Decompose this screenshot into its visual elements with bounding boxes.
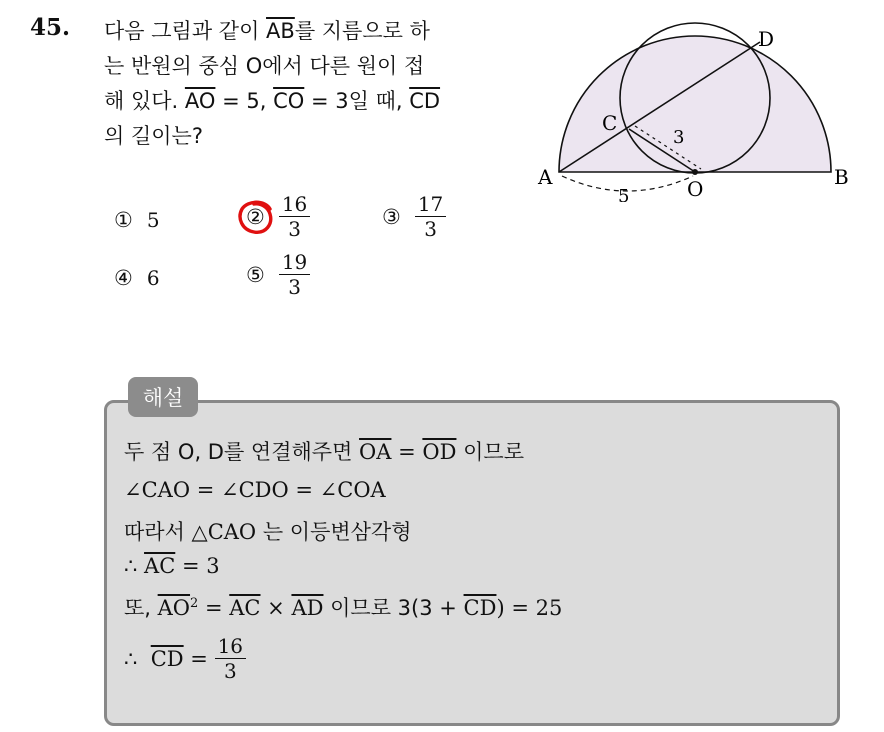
exponent: 2 — [190, 596, 199, 611]
segment-oa: $\overline{OA}$ — [359, 440, 392, 464]
solution-line-6 — [124, 634, 246, 683]
choice-marker: ③ — [382, 204, 401, 229]
solution-text: 또, — [124, 596, 158, 620]
solution-text: 따라서 — [124, 520, 192, 544]
stem-line-1 — [104, 14, 534, 49]
label-b: B — [834, 165, 849, 189]
numerator: 16 — [279, 192, 310, 217]
segment-ad: $\overline{AD}$ — [291, 596, 324, 620]
choice-marker: ④ — [114, 266, 133, 290]
fraction — [279, 250, 310, 299]
stem-text: 해 있다. — [104, 89, 185, 113]
times-symbol: × — [260, 596, 292, 620]
solution-line-1 — [124, 436, 524, 466]
segment-ab: $\overline{AB}$ — [266, 19, 295, 43]
solution-text: = — [391, 440, 423, 464]
choice-value: 6 — [146, 266, 160, 290]
label-ao-length: 5 — [618, 186, 630, 202]
geometry-figure — [534, 20, 854, 202]
stem-text: = 5, — [215, 89, 274, 113]
stem-line-2: 는 반원의 중심 O에서 다른 원이 접 — [104, 54, 425, 78]
question-stem — [104, 14, 534, 154]
label-o: O — [687, 177, 704, 201]
choice-marker: ② — [246, 204, 265, 229]
triangle-cao: △CAO — [191, 520, 257, 544]
denominator: 3 — [223, 659, 237, 683]
therefore-symbol: ∴ — [124, 646, 151, 671]
segment-cd: $\overline{CD}$ — [409, 89, 441, 113]
label-co-length: 3 — [673, 127, 685, 148]
solution-text: 이므로 3(3 + — [323, 596, 464, 620]
segment-ac: $\overline{AC}$ — [144, 554, 176, 578]
choice-1[interactable] — [114, 208, 160, 232]
solution-text: = 3 — [175, 554, 220, 578]
segment-cd: $\overline{CD}$ — [463, 596, 497, 620]
segment-od: $\overline{OD}$ — [422, 440, 457, 464]
solution-text: 는 이등변삼각형 — [256, 520, 412, 544]
choice-value: 5 — [146, 208, 160, 232]
numerator: 16 — [215, 634, 246, 659]
denominator: 3 — [288, 275, 301, 299]
choice-marker: ⑤ — [246, 262, 265, 287]
fraction — [215, 634, 246, 683]
solution-line-2: ∠CAO = ∠CDO = ∠COA — [124, 478, 386, 502]
solution-tag: 해설 — [128, 377, 198, 417]
solution-text: ) = 25 — [496, 596, 563, 620]
fraction — [279, 192, 310, 241]
solution-text: = — [183, 646, 215, 671]
solution-line-3 — [124, 516, 412, 546]
solution-line-5 — [124, 592, 562, 622]
numerator: 19 — [279, 250, 310, 275]
solution-text: 이므로 — [456, 440, 524, 464]
point-o — [692, 169, 698, 175]
fraction — [415, 192, 446, 241]
semicircle — [559, 36, 831, 172]
denominator: 3 — [288, 217, 301, 241]
denominator: 3 — [424, 217, 437, 241]
numerator: 17 — [415, 192, 446, 217]
answer-mark-icon — [236, 197, 276, 237]
solution-line-4 — [124, 554, 220, 578]
choice-5[interactable] — [246, 250, 310, 299]
therefore-symbol: ∴ — [124, 554, 145, 578]
stem-text: 를 지름으로 하 — [294, 19, 430, 43]
stem-text: 다음 그림과 같이 — [104, 19, 267, 43]
stem-text: = 3일 때, — [304, 89, 410, 113]
segment-co: $\overline{CO}$ — [273, 89, 305, 113]
choice-marker: ① — [114, 208, 133, 232]
label-c: C — [602, 111, 618, 135]
segment-ao: $\overline{AO}$ — [184, 89, 216, 113]
question-number: 45. — [30, 14, 71, 41]
segment-cd: $\overline{CD}$ — [150, 646, 184, 671]
label-a: A — [538, 165, 553, 189]
segment-ao: $\overline{AO}$ — [157, 596, 191, 620]
label-d: D — [758, 27, 775, 51]
solution-text: 두 점 O, D를 연결해주면 — [124, 440, 360, 464]
segment-ac: $\overline{AC}$ — [229, 596, 261, 620]
choice-3[interactable] — [382, 192, 446, 241]
choice-4[interactable] — [114, 266, 160, 290]
solution-text: = — [198, 596, 230, 620]
stem-line-4: 의 길이는? — [104, 124, 203, 148]
stem-line-3 — [104, 84, 534, 119]
